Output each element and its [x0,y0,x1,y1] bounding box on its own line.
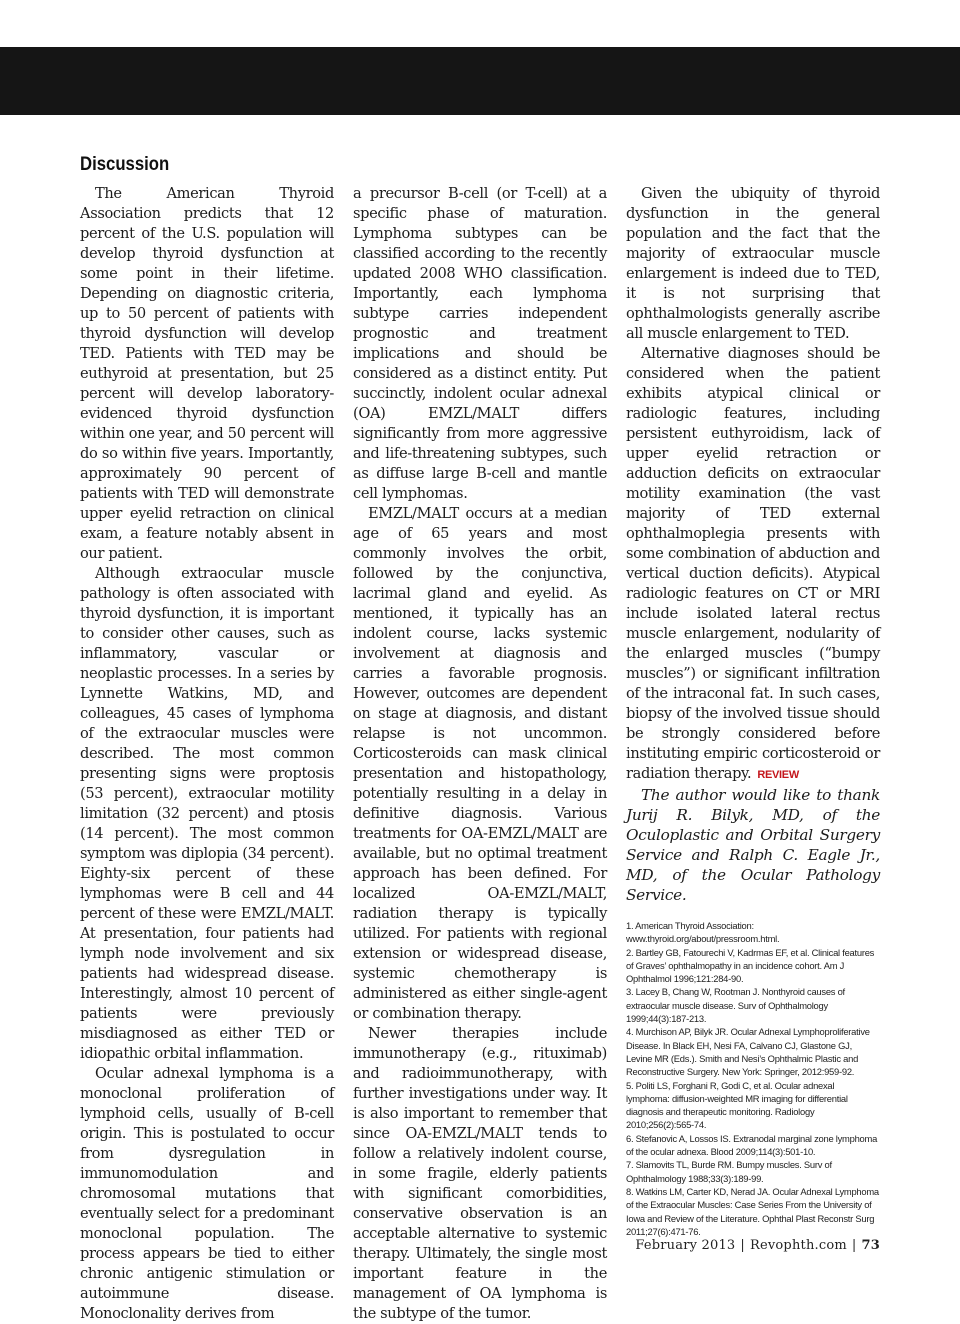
page-number: 73 [861,1238,880,1253]
footer-separator: | [851,1238,857,1253]
footer-issue: February 2013 [635,1238,736,1253]
acknowledgment: The author would like to thank Jurij R. Bilyk, MD, of the Oculoplastic and Orbital Surgery Service and Ralph C. Eagle Jr., MD, of the Ocular Pathology Service. [626,786,880,904]
header-band [0,47,960,115]
paragraph: Although extraocular muscle pathology is often associated with thyroid dysfunction, it is important to consider other causes, such as inflammatory, vascular or neoplastic processes. In a series by Lynnette Watkins, MD, and colleagues, 45 cases of lymphoma of the extraocular muscles were described. The most common presenting signs were proptosis (53 percent), extraocular motility limitation (32 percent) and ptosis (14 percent). The most common symptom was diplopia (34 percent). Eighty-six percent of these lymphomas were B cell and 44 percent of these were EMZL/MALT. At presentation, four patients had lymph node involvement and six patients had widespread disease. Interestingly, almost 10 percent of patients were previously misdiagnosed as either TED or idiopathic orbital inflammation. [80,565,334,1062]
page-footer [635,1238,880,1254]
paragraph-text: Alternative diagnoses should be considered when the patient exhibits atypical clinical or radiologic features, including persistent euthyroidism, lack of upper eyelid retraction or adduction deficits on extraocular motility examination (the vast majority of TED external ophthalmoplegia presents with some combination of abduction and vertical duction deficits). Atypical radiologic features on CT or MRI include isolated lateral rectus muscle enlargement, nodularity of the enlarged muscles (“bumpy muscles”) or significant infiltration of the intraconal fat. In such cases, biopsy of the involved tissue should be strongly considered before instituting empiric corticosteroid or radiation therapy. [626,345,880,782]
reference-item: 2. Bartley GB, Fatourechi V, Kadrmas EF, et al. Clinical features of Graves’ ophthalmopathy in an incidence cohort. Am J Ophthalmol 1996;121:284-90. [626,946,875,985]
references-list [626,919,880,1238]
text-column-1 [80,184,334,1324]
paragraph [626,344,880,785]
review-end-mark: REVIEW [757,769,799,781]
paragraph: Newer therapies include immunotherapy (e.g., rituximab) and radioimmunotherapy, with further investigations under way. It is also important to remember that since OA-EMZL/MALT tends to follow a relatively indolent course, in some fragile, elderly patients with significant comorbidities, conservative observation is an acceptable alternative to systemic therapy. Ultimately, the single most important feature in the management of OA lymphoma is the subtype of the tumor. [353,1025,607,1322]
paragraph: Given the ubiquity of thyroid dysfunction in the general population and the fact that the majority of extraocular muscle enlargement is indeed due to TED, it is not surprising that ophthalmologists generally ascribe all muscle enlargement to TED. [626,185,880,342]
paragraph: EMZL/MALT occurs at a median age of 65 years and most commonly involves the orbit, followed by the conjunctiva, lacrimal gland and eyelid. As mentioned, it typically has an indolent course, lacks systemic involvement at diagnosis and carries a favorable prognosis. However, outcomes are dependent on stage at diagnosis, and distant relapse is not uncommon. Corticosteroids can mask clinical presentation and histopathology, potentially resulting in a delay in definitive diagnosis. Various treatments for OA-EMZL/MALT are available, but no optimal treatment approach has been defined. For localized OA-EMZL/MALT, radiation therapy is typically utilized. For patients with regional extension or widespread disease, systemic chemotherapy is administered as either single-agent or combination therapy. [353,505,607,1022]
reference-item: 3. Lacey B, Chang W, Rootman J. Nonthyroid causes of extraocular muscle disease. Surv of Ophthalmology 1999;44(3):187-213. [626,986,845,1025]
reference-item: 7. Slamovits TL, Burde RM. Bumpy muscles. Surv of Ophthalmology 1988;33(3):189-99. [626,1159,832,1184]
text-column-3 [626,184,880,1238]
reference-item: 6. Stefanovic A, Lossos IS. Extranodal marginal zone lymphoma of the ocular adnexa. Blood 2009;114(3):501-10. [626,1132,878,1158]
reference-item: 1. American Thyroid Association: www.thyroid.org/about/pressroom.html. [626,920,780,945]
paragraph: Ocular adnexal lymphoma is a monoclonal proliferation of lymphoid cells, usually of B-cell origin. This is postulated to occur from dysregulation in immunomodulation and chromosomal mutations that eventually select for a predominant monoclonal population. The process appears be tied to either chronic antigenic stimulation or autoimmune disease. Monoclonality derives from [80,1065,334,1322]
paragraph: The American Thyroid Association predicts that 12 percent of the U.S. population will develop thyroid dysfunction at some point in their lifetime. Depending on diagnostic criteria, up to 50 percent of patients with thyroid dysfunction will develop TED. Patients with TED may be euthyroid at presentation, but 25 percent will develop laboratory-evidenced thyroid dysfunction within one year, and 50 percent will do so within five years. Importantly, approximately 90 percent of patients with TED will demonstrate upper eyelid retraction on clinical exam, a feature notably absent in our patient. [80,185,334,562]
reference-item: 8. Watkins LM, Carter KD, Nerad JA. Ocular Adnexal Lymphoma of the Extraocular Muscles: Case Series From the University of Iowa and Review of the Literature. Ophthal Plast Reconstr Surg 2011;27(6):471-76. [626,1185,879,1237]
text-column-2 [353,184,607,1324]
section-heading: Discussion [80,154,170,175]
footer-site: Revophth.com [749,1238,847,1253]
footer-separator: | [740,1238,745,1253]
paragraph: a precursor B-cell (or T-cell) at a specific phase of maturation. Lymphoma subtypes can be classified according to the recently updated 2008 WHO classification. Importantly, each lymphoma subtype carries independent prognostic and treatment implications and should be considered as a distinct entity. Put succinctly, indolent ocular adnexal (OA) EMZL/MALT differs significantly from more aggressive and life-threatening subtypes, such as diffuse large B-cell and mantle cell lymphomas. [353,185,607,502]
reference-item: 5. Politi LS, Forghani R, Godi C, et al. Ocular adnexal lymphoma: diffusion-weighted MR imaging for differential diagnosis and therapeutic monitoring. Radiology 2010;256(2):565-74. [626,1079,848,1131]
reference-item: 4. Murchison AP, Bilyk JR. Ocular Adnexal Lymphoproliferative Disease. In Black EH, Nesi FA, Calvano CJ, Glastone GJ, Levine MR (Eds.). Smith and Nesi’s Ophthalmic Plastic and Reconstructive Surgery. New York: Springer, 2012:959-92. [626,1026,870,1078]
